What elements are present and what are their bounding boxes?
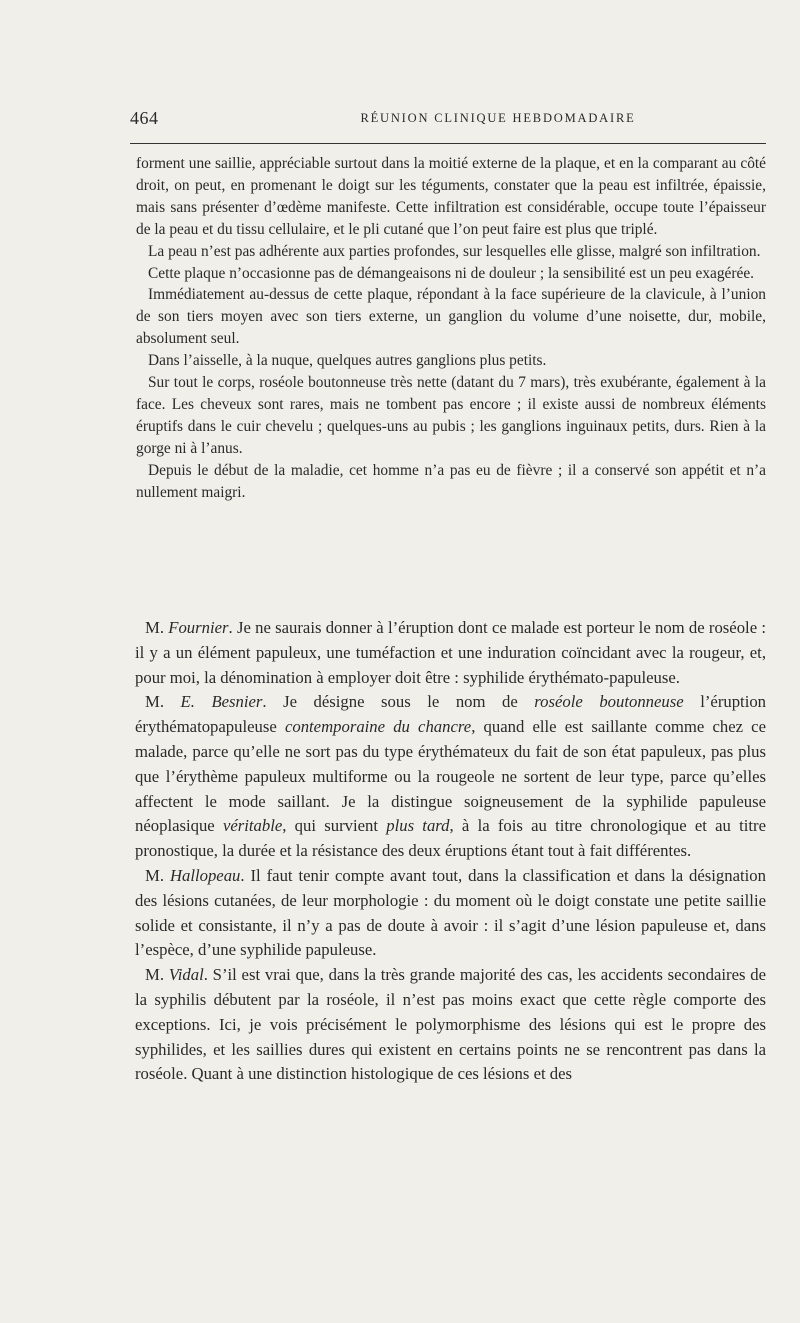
remark-text: . Il faut tenir compte avant tout, dans la classification et dans la désignation des lésions cutanées, de leur morphologie : du moment où le doigt constate une petite saillie solide et consistante, il n’y a pas de doute à avoir : il s’agit d’une lésion papuleuse et, dans l’espèce, d’une syphilide papuleuse.	[135, 865, 766, 960]
vidal-remark	[135, 963, 766, 1087]
emphasis: contemporaine du chancre	[284, 717, 472, 737]
running-title: RÉUNION CLINIQUE HEBDOMADAIRE	[360, 111, 636, 125]
speaker-prefix: M.	[145, 865, 170, 885]
page-header	[130, 108, 766, 132]
header-rule	[130, 143, 766, 144]
speaker-prefix: M.	[145, 965, 169, 985]
remark-text: , quand elle est saillante comme chez ce malade, parce qu’elle ne sort pas du type érythémateux du fait de son état papuleux, pas plus que l’érythème papuleux multiforme ou la rougeole ne sortent de leur type, parce qu’elles affectent le mode saillant. Je la distingue soigneusement de la syphilide papuleuse néoplasique	[135, 717, 766, 836]
remark-text: , à la fois au titre chronologique et au titre pronostique, la durée et la résistance des deux éruptions étant tout à fait différentes.	[135, 816, 766, 861]
discussion	[135, 616, 766, 1087]
fournier-remark	[135, 616, 766, 690]
speaker-name: E. Besnier	[180, 692, 263, 712]
case-paragraph: Dans l’aisselle, à la nuque, quelques autres ganglions plus petits.	[148, 352, 547, 370]
speaker-prefix: M.	[145, 618, 169, 637]
page-number: 464	[130, 108, 159, 128]
remark-text: , qui survient	[282, 816, 387, 836]
case-paragraph: forment une saillie, appréciable surtout dans la moitié externe de la plaque, et en la comparant au côté droit, on peut, en promenant le doigt sur les téguments, constater que la peau est infiltrée, épaissie, mais sans présenter d’œdème manifeste. Cette infiltration est considérable, occupe toute l’épaisseur de la peau et du tissu cellulaire, et le pli cutané que l’on peut faire est plus que triplé.	[136, 155, 766, 238]
remark-text: l’éruption érythématopapuleuse	[135, 692, 767, 737]
remark-text: . Je désigne sous le nom de	[262, 692, 535, 712]
case-paragraph: Cette plaque n’occasionne pas de démangeaisons ni de douleur ; la sensibilité est un peu exagérée.	[148, 264, 755, 282]
speaker-prefix: M.	[145, 692, 181, 712]
remark-text: . Je ne saurais donner à l’éruption dont ce malade est porteur le nom de roséole : il y a un élément papuleux, une tuméfaction et une induration coïncidant avec la rougeur, et, pour moi, la dénomination à employer doit être : syphilide érythémato-papuleuse.	[135, 618, 766, 687]
case-paragraph: La peau n’est pas adhérente aux parties profondes, sur lesquelles elle glisse, malgré son infiltration.	[148, 242, 761, 260]
case-paragraph: Sur tout le corps, roséole boutonneuse très nette (datant du 7 mars), très exubérante, également à la face. Les cheveux sont rares, mais ne tombent pas encore ; il existe aussi de nombreux éléments éruptifs dans le cuir chevelu ; quelques-uns au pubis ; les ganglions inguinaux petits, durs. Rien à la gorge ni à l’anus.	[136, 374, 766, 457]
besnier-remark	[135, 690, 766, 864]
remark-text: . S’il est vrai que, dans la très grande majorité des cas, les accidents secondaires de la syphilis débutent par la roséole, il n’est pas moins exact que cette règle comporte des exceptions. Ici, je vois précisément le polymorphisme des lésions qui est le propre des syphilides, et les saillies dures qui existent en certains points ne se rencontrent pas dans la roséole. Quant à une distinction histologique de ces lésions et des	[135, 965, 766, 1084]
speaker-name: Fournier	[168, 618, 229, 637]
speaker-name: Hallopeau	[169, 865, 241, 885]
case-paragraph: Depuis le début de la maladie, cet homme n’a pas eu de fièvre ; il a conservé son appétit et n’a nullement maigri.	[136, 461, 766, 501]
emphasis: roséole boutonneuse	[534, 692, 684, 712]
speaker-name: Vidal	[168, 965, 204, 985]
case-paragraph: Immédiatement au-dessus de cette plaque, répondant à la face supérieure de la clavicule, à l’union de son tiers moyen avec son tiers externe, un ganglion du volume d’une noisette, dur, mobile, absolument seul.	[136, 286, 766, 348]
case-notes	[136, 153, 766, 504]
emphasis: véritable	[222, 816, 283, 836]
emphasis: plus tard	[386, 816, 450, 836]
hallopeau-remark	[135, 864, 766, 963]
